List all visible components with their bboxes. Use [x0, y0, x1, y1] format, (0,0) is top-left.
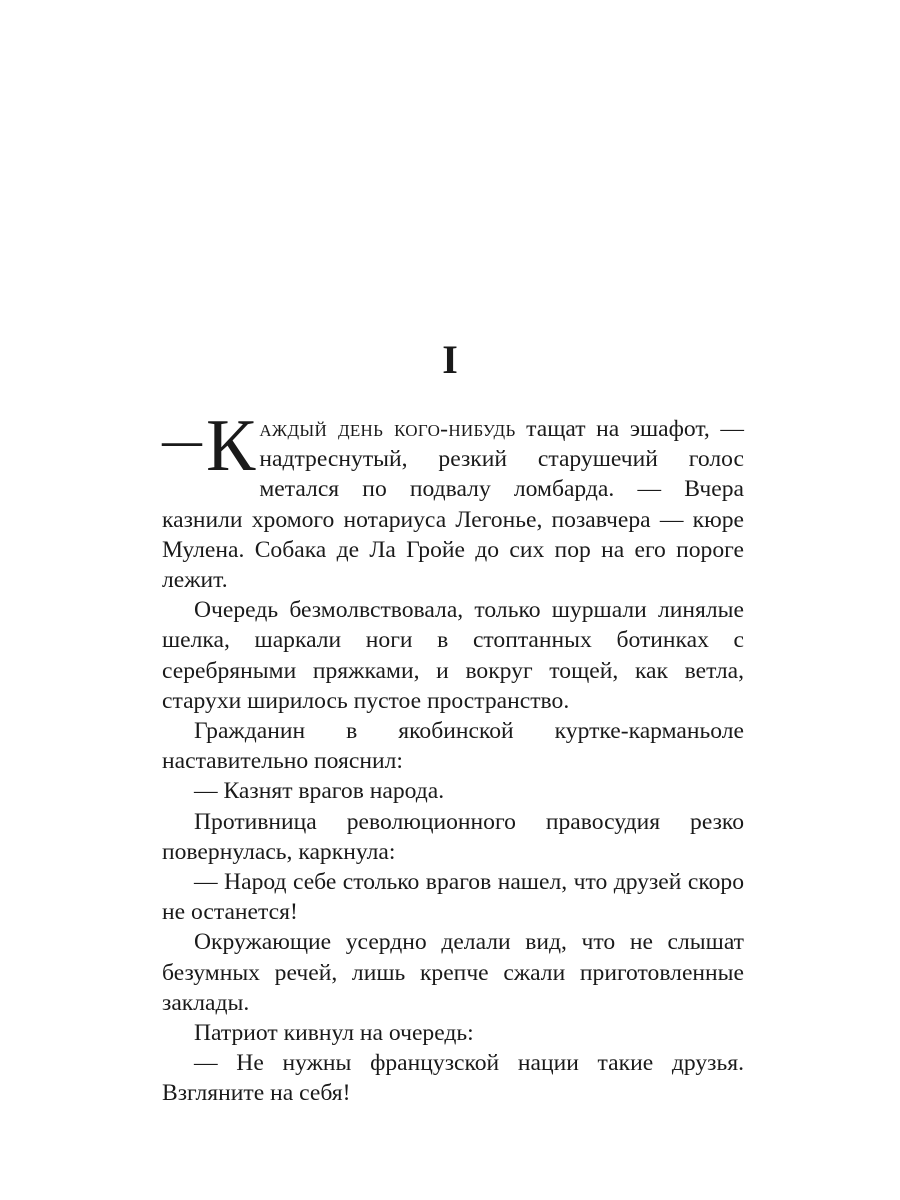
body-text: [162, 405, 744, 1109]
paragraph-7: Окружающие усердно делали вид, что не слышат безумных речей, лишь крепче сжали приготовленные заклады.: [162, 929, 744, 1016]
drop-cap-dash: —: [162, 418, 202, 463]
lead-in-small-caps: аждый день кого-нибудь: [259, 416, 516, 442]
drop-cap-letter: К: [206, 405, 256, 487]
paragraph-8: Патриот кивнул на очередь:: [194, 1020, 474, 1047]
paragraph-1-text: тащат на эшафот, — надтреснутый, резкий старушечий голос метался по подвалу ломбарда. — Вчера казнили хромого нотариуса Легонье, позавчера — кюре Мулена. Собака де Ла Гройе до сих пор на его пороге лежит.: [162, 416, 744, 594]
paragraph-1: [162, 405, 744, 595]
paragraph-5: Противница революционного правосудия резко повернулась, каркнула:: [162, 808, 744, 865]
chapter-number: I: [442, 337, 458, 382]
paragraph-2: Очередь безмолвствовала, только шуршали линялые шелка, шаркали ноги в стоптанных ботинках с серебряными пряжками, и вокруг тощей, как ветла, старухи ширилось пустое пространство.: [162, 597, 744, 714]
paragraph-4: — Казнят врагов народа.: [194, 778, 445, 805]
paragraph-3: Гражданин в якобинской куртке-карманьоле наставительно пояснил:: [162, 718, 744, 775]
paragraph-9: — Не нужны французской нации такие друзья. Взгляните на себя!: [162, 1050, 744, 1107]
drop-cap: [162, 405, 256, 487]
paragraph-6: — Народ себе столько врагов нашел, что друзей скоро не останется!: [162, 869, 744, 926]
